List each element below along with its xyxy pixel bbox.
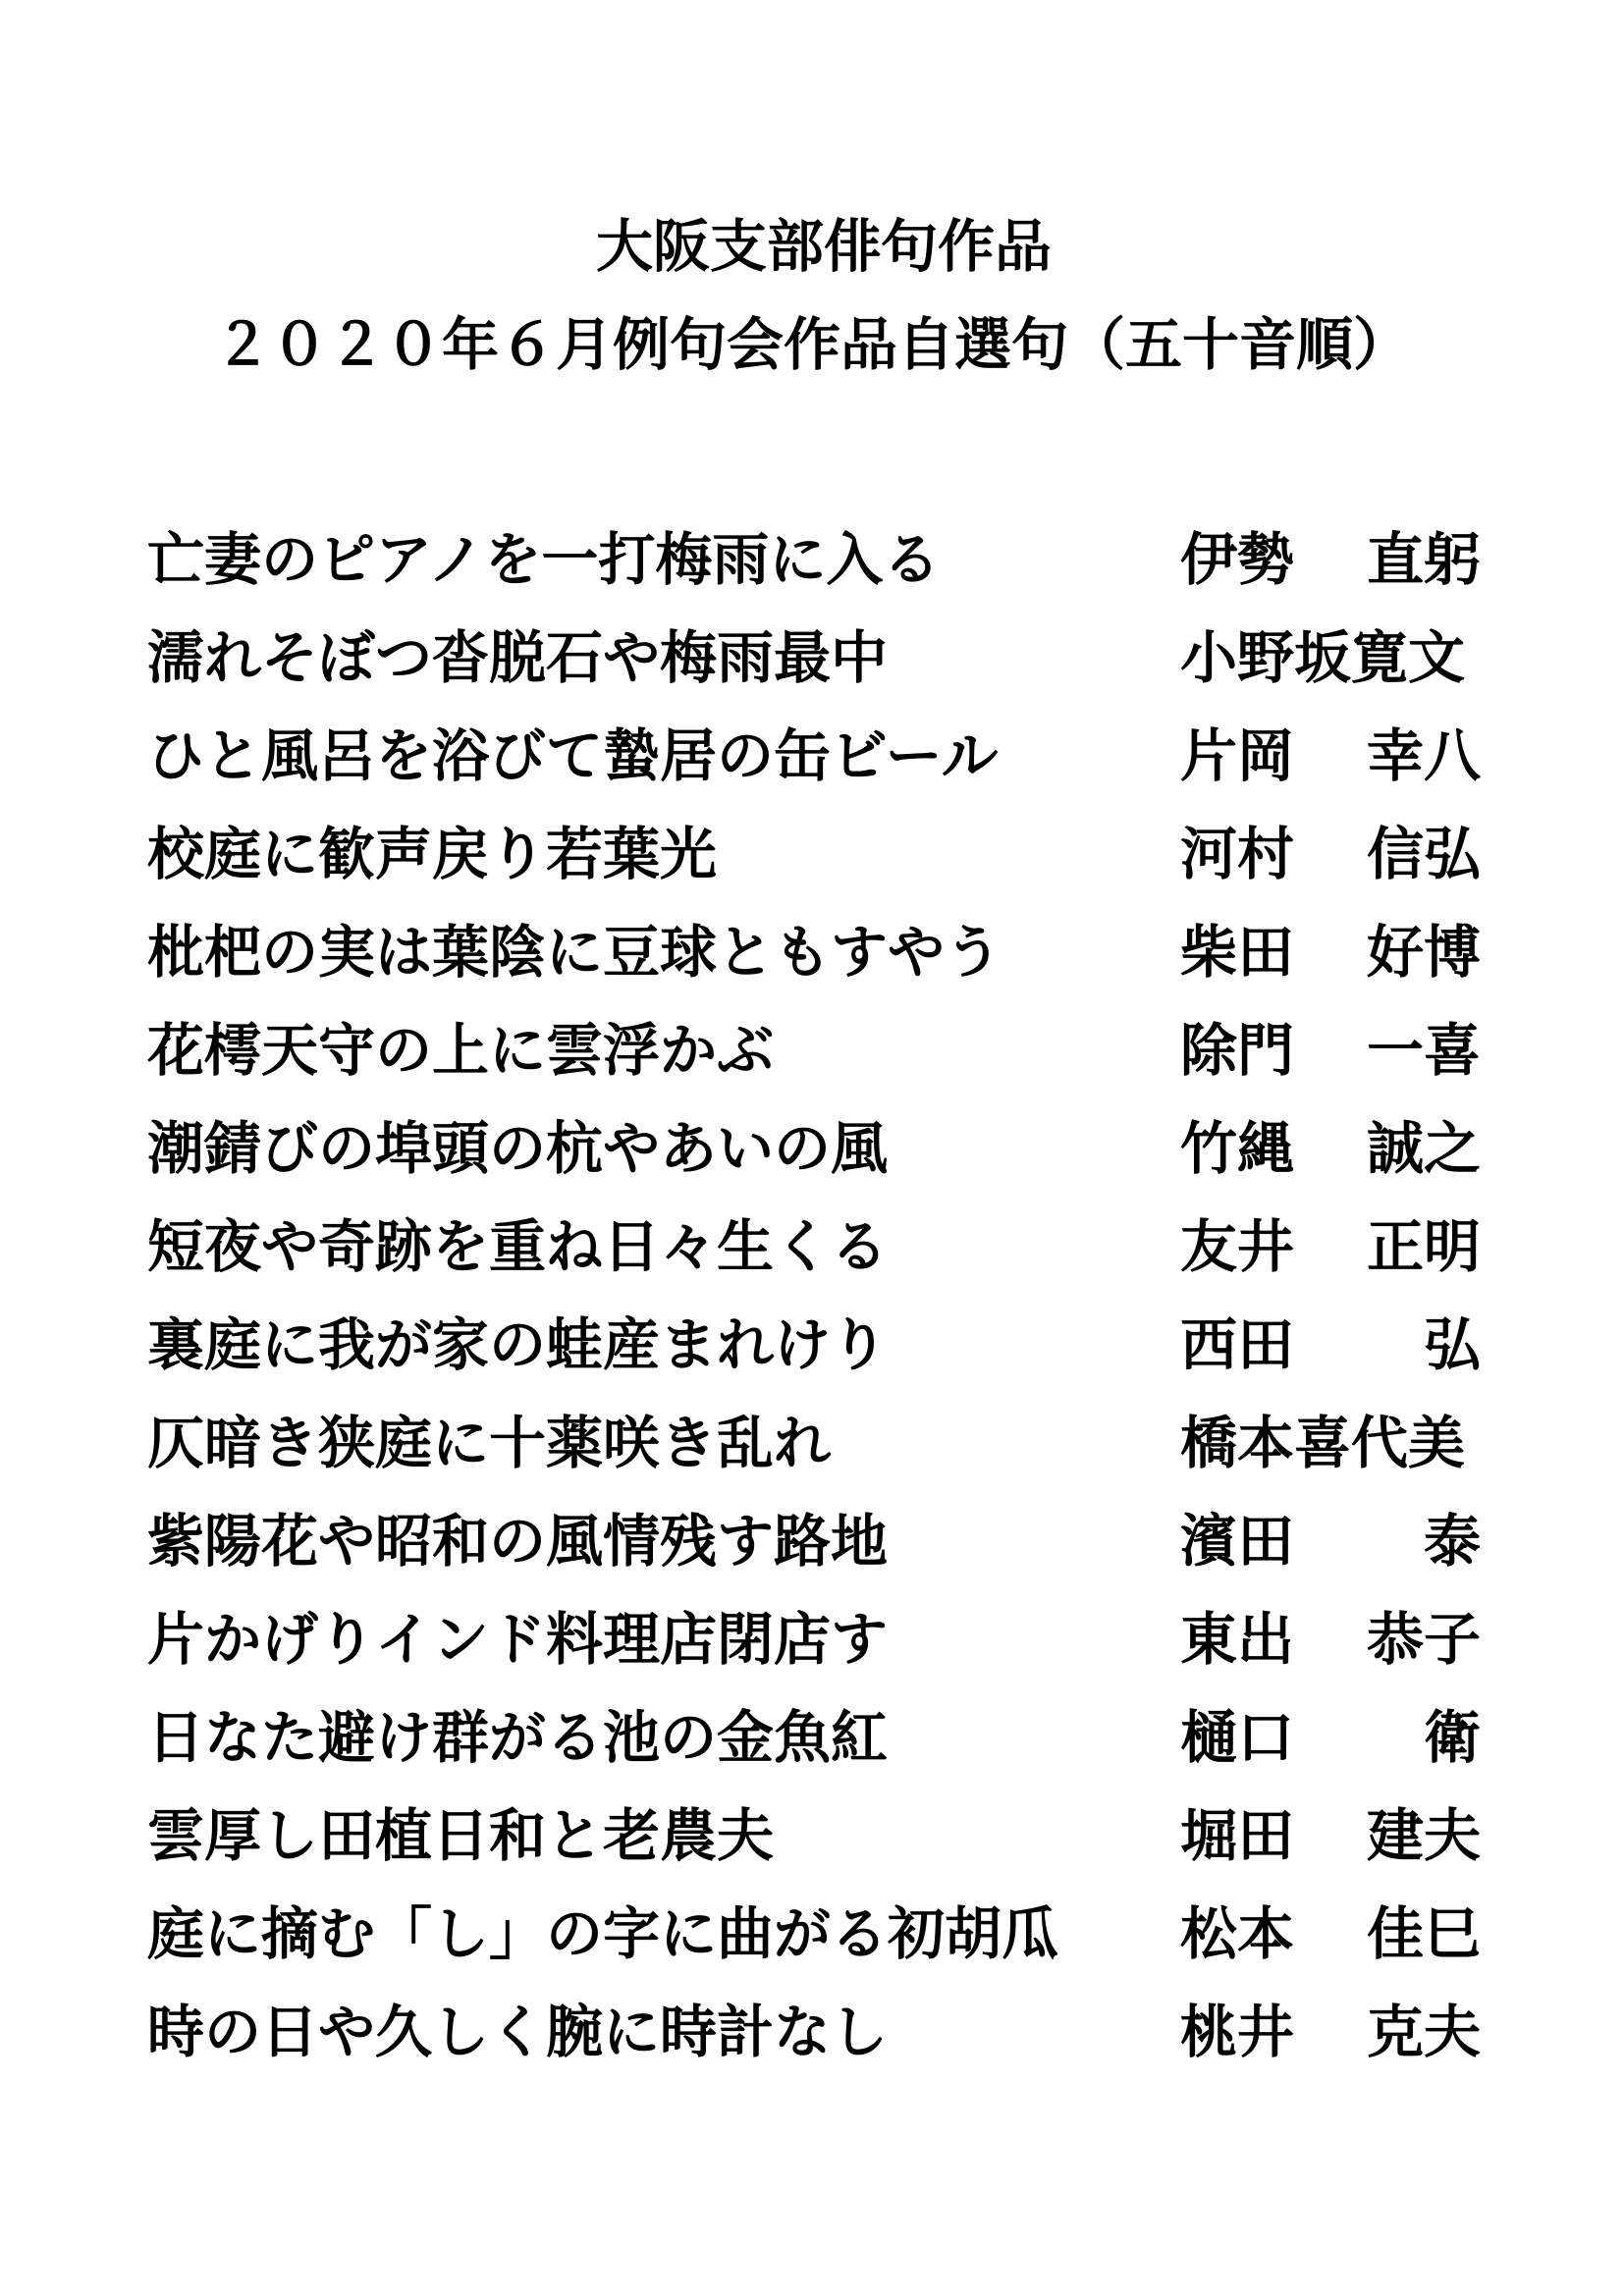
author-given-name: 信弘 — [1366, 821, 1481, 887]
author-name — [1180, 1885, 1481, 1983]
haiku-row — [147, 1296, 1483, 1394]
haiku-row — [147, 1001, 1483, 1099]
page-title: 大阪支部俳句作品 — [595, 213, 1052, 280]
author-name — [1180, 1688, 1481, 1787]
author-name — [1180, 1787, 1481, 1885]
author-name — [1180, 1001, 1481, 1099]
haiku-row — [147, 1885, 1483, 1983]
author-given-name: 誠之 — [1366, 1115, 1481, 1182]
author-name — [1180, 903, 1481, 1001]
haiku-row — [147, 1590, 1483, 1688]
author-given-name: 正明 — [1366, 1213, 1481, 1280]
haiku-list — [147, 510, 1483, 2081]
author-family-name: 桃井 — [1180, 1999, 1295, 2065]
author-family-name: 堀田 — [1180, 1802, 1295, 1869]
author-given-name: 好博 — [1366, 919, 1481, 986]
author-name — [1180, 1099, 1481, 1198]
haiku-text: 短夜や奇跡を重ね日々生くる — [147, 1213, 889, 1280]
author-given-name: 直躬 — [1366, 526, 1481, 593]
author-name — [1180, 1296, 1481, 1394]
author-name — [1180, 805, 1481, 903]
haiku-text: 日なた避け群がる池の金魚紅 — [147, 1704, 889, 1771]
author-name — [1180, 1590, 1481, 1688]
author-given-name: 建夫 — [1366, 1802, 1481, 1869]
author-family-name: 小野坂寛文 — [1180, 624, 1466, 691]
haiku-row — [147, 609, 1483, 707]
haiku-text: 枇杷の実は葉陰に豆球ともすやう — [147, 919, 1002, 986]
author-given-name: 佳巳 — [1366, 1900, 1481, 1967]
haiku-text: 濡れそぼつ沓脱石や梅雨最中 — [147, 624, 889, 691]
haiku-row — [147, 1394, 1483, 1492]
author-family-name: 柴田 — [1180, 919, 1295, 986]
author-family-name: 樋口 — [1180, 1704, 1295, 1771]
haiku-row — [147, 510, 1483, 609]
haiku-row — [147, 805, 1483, 903]
haiku-text: 校庭に歓声戻り若葉光 — [147, 821, 718, 887]
author-family-name: 片岡 — [1180, 722, 1295, 789]
author-name — [1180, 609, 1481, 707]
author-name — [1180, 1394, 1481, 1492]
author-given-name: 弘 — [1423, 1311, 1481, 1378]
author-family-name: 松本 — [1180, 1900, 1295, 1967]
author-name — [1180, 1198, 1481, 1296]
author-family-name: 西田 — [1180, 1311, 1295, 1378]
page-subtitle: ２０２０年６月例句会作品自選句（五十音順） — [213, 311, 1410, 378]
haiku-row — [147, 1983, 1483, 2081]
haiku-text: ひと風呂を浴びて蟄居の缶ビール — [147, 722, 999, 789]
author-name — [1180, 707, 1481, 805]
haiku-row — [147, 1492, 1483, 1590]
haiku-text: 時の日や久しく腕に時計なし — [147, 1999, 889, 2065]
haiku-text: 紫陽花や昭和の風情残す路地 — [147, 1508, 889, 1575]
haiku-row — [147, 1787, 1483, 1885]
author-name — [1180, 1983, 1481, 2081]
haiku-text: 仄暗き狭庭に十薬咲き乱れ — [147, 1410, 832, 1476]
author-family-name: 河村 — [1180, 821, 1295, 887]
author-family-name: 濱田 — [1180, 1508, 1295, 1575]
author-name — [1180, 1492, 1481, 1590]
author-family-name: 東出 — [1180, 1606, 1295, 1673]
author-family-name: 竹縄 — [1180, 1115, 1295, 1182]
author-family-name: 伊勢 — [1180, 526, 1295, 593]
haiku-text: 花樗天守の上に雲浮かぶ — [147, 1017, 775, 1084]
haiku-text: 亡妻のピアノを一打梅雨に入る — [147, 526, 941, 593]
haiku-row — [147, 903, 1483, 1001]
haiku-text: 片かげりインド料理店閉店す — [147, 1606, 889, 1673]
author-family-name: 友井 — [1180, 1213, 1295, 1280]
haiku-text: 潮錆びの埠頭の杭やあいの風 — [147, 1115, 889, 1182]
haiku-text: 裏庭に我が家の蛙産まれけり — [147, 1311, 889, 1378]
author-given-name: 恭子 — [1366, 1606, 1481, 1673]
haiku-text: 庭に摘む「し」の字に曲がる初胡瓜 — [147, 1900, 1059, 1967]
author-name — [1180, 510, 1481, 609]
author-given-name: 一喜 — [1366, 1017, 1481, 1084]
author-given-name: 衛 — [1423, 1704, 1481, 1771]
author-given-name: 克夫 — [1366, 1999, 1481, 2065]
author-family-name: 除門 — [1180, 1017, 1295, 1084]
haiku-text: 雲厚し田植日和と老農夫 — [147, 1802, 775, 1869]
author-family-name: 橋本喜代美 — [1180, 1410, 1466, 1476]
haiku-row — [147, 707, 1483, 805]
haiku-row — [147, 1198, 1483, 1296]
author-given-name: 泰 — [1423, 1508, 1481, 1575]
haiku-row — [147, 1688, 1483, 1787]
haiku-row — [147, 1099, 1483, 1198]
author-given-name: 幸八 — [1366, 722, 1481, 789]
